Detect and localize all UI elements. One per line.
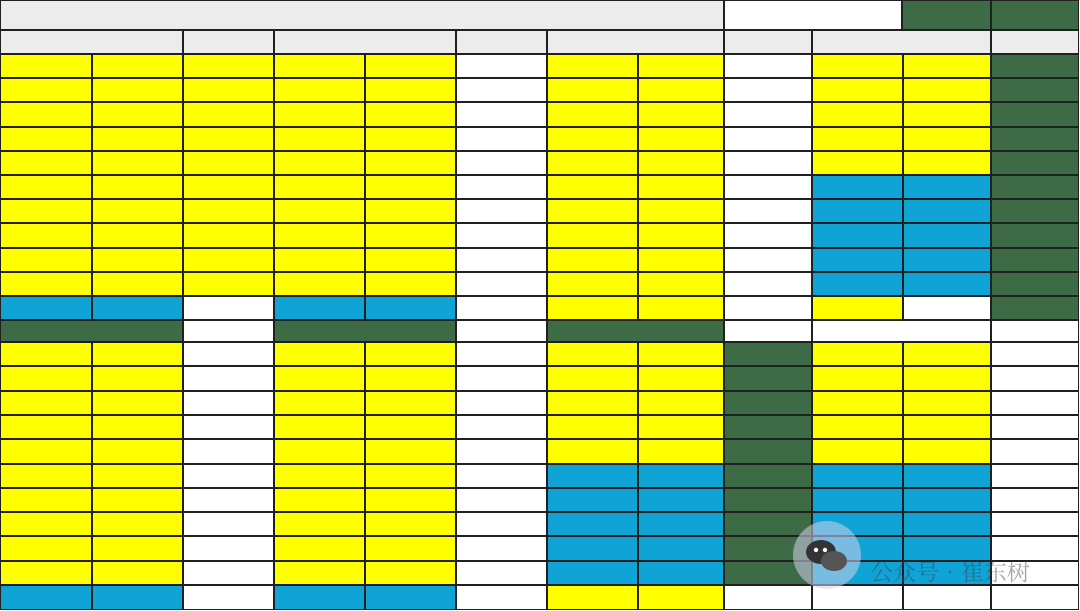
table-cell	[92, 78, 183, 102]
table-cell	[724, 391, 812, 415]
table-cell	[0, 151, 92, 175]
column-header	[456, 30, 547, 54]
table-cell	[724, 366, 812, 391]
summary-cell	[724, 296, 812, 320]
table-cell	[547, 272, 638, 296]
table-cell	[92, 127, 183, 151]
table-cell	[638, 488, 724, 512]
table-cell	[183, 391, 274, 415]
table-cell	[812, 561, 903, 585]
table-cell	[365, 488, 456, 512]
table-cell	[991, 488, 1079, 512]
table-cell	[0, 102, 92, 127]
table-cell	[991, 464, 1079, 488]
table-cell	[274, 464, 365, 488]
table-cell	[903, 199, 991, 223]
table-cell	[638, 78, 724, 102]
table-cell	[638, 175, 724, 199]
table-cell	[92, 561, 183, 585]
table-cell	[274, 366, 365, 391]
table-cell	[547, 151, 638, 175]
table-cell	[991, 272, 1079, 296]
table-cell	[812, 272, 903, 296]
table-cell	[183, 415, 274, 439]
table-cell	[365, 366, 456, 391]
table-cell	[547, 175, 638, 199]
table-cell	[0, 175, 92, 199]
table-cell	[0, 512, 92, 536]
table-cell	[274, 127, 365, 151]
table-cell	[547, 439, 638, 464]
table-cell	[183, 342, 274, 366]
table-cell	[812, 464, 903, 488]
table-cell	[724, 151, 812, 175]
table-cell	[903, 561, 991, 585]
table-cell	[365, 78, 456, 102]
table-cell	[365, 415, 456, 439]
table-cell	[991, 54, 1079, 78]
table-cell	[991, 175, 1079, 199]
table-cell	[638, 464, 724, 488]
table-cell	[991, 151, 1079, 175]
summary-cell	[92, 585, 183, 610]
summary-cell	[638, 296, 724, 320]
table-cell	[365, 127, 456, 151]
table-cell	[183, 151, 274, 175]
table-cell	[365, 536, 456, 561]
table-cell	[724, 78, 812, 102]
table-cell	[903, 78, 991, 102]
table-cell	[638, 342, 724, 366]
table-cell	[274, 561, 365, 585]
table-cell	[456, 366, 547, 391]
table-cell	[274, 151, 365, 175]
table-cell	[365, 248, 456, 272]
summary-cell	[991, 585, 1079, 610]
table-cell	[274, 488, 365, 512]
table-cell	[274, 415, 365, 439]
column-header	[274, 30, 456, 54]
table-cell	[547, 78, 638, 102]
table-cell	[0, 561, 92, 585]
table-cell	[812, 536, 903, 561]
summary-cell	[183, 585, 274, 610]
table-cell	[92, 102, 183, 127]
table-cell	[724, 342, 812, 366]
column-header	[183, 320, 274, 342]
table-cell	[547, 102, 638, 127]
table-cell	[456, 248, 547, 272]
summary-cell	[456, 296, 547, 320]
table-cell	[183, 366, 274, 391]
column-header	[724, 320, 812, 342]
table-cell	[903, 248, 991, 272]
table-cell	[724, 272, 812, 296]
table-cell	[903, 512, 991, 536]
table-cell	[991, 366, 1079, 391]
table-cell	[547, 248, 638, 272]
table-cell	[274, 223, 365, 248]
table-cell	[456, 536, 547, 561]
table-cell	[0, 464, 92, 488]
table-cell	[638, 366, 724, 391]
summary-cell	[456, 585, 547, 610]
table-cell	[724, 415, 812, 439]
table-cell	[991, 536, 1079, 561]
table-cell	[903, 175, 991, 199]
table-cell	[903, 151, 991, 175]
table-cell	[638, 415, 724, 439]
table-cell	[274, 512, 365, 536]
table-cell	[991, 391, 1079, 415]
table-cell	[456, 199, 547, 223]
table-cell	[365, 439, 456, 464]
table-cell	[183, 78, 274, 102]
table-cell	[274, 536, 365, 561]
table-cell	[92, 488, 183, 512]
table-cell	[812, 366, 903, 391]
watermark-text: 公众号 · 崔东树	[870, 560, 1030, 586]
table-cell	[0, 199, 92, 223]
summary-cell	[812, 296, 903, 320]
table-cell	[365, 272, 456, 296]
table-cell	[991, 223, 1079, 248]
table-cell	[183, 488, 274, 512]
table-cell	[638, 561, 724, 585]
table-cell	[0, 54, 92, 78]
table-cell	[365, 151, 456, 175]
table-cell	[0, 272, 92, 296]
table-cell	[92, 272, 183, 296]
table-cell	[724, 127, 812, 151]
column-header	[547, 320, 724, 342]
page-title	[0, 0, 724, 30]
summary-cell	[0, 296, 92, 320]
table-cell	[991, 439, 1079, 464]
table-cell	[903, 415, 991, 439]
table-cell	[812, 102, 903, 127]
column-header	[547, 30, 724, 54]
table-cell	[456, 223, 547, 248]
summary-cell	[274, 296, 365, 320]
table-cell	[456, 561, 547, 585]
table-cell	[812, 439, 903, 464]
table-cell	[903, 127, 991, 151]
table-cell	[812, 223, 903, 248]
table-cell	[365, 561, 456, 585]
table-cell	[0, 127, 92, 151]
table-cell	[0, 78, 92, 102]
table-cell	[547, 536, 638, 561]
table-cell	[903, 272, 991, 296]
summary-cell	[0, 585, 92, 610]
table-cell	[183, 439, 274, 464]
table-cell	[903, 54, 991, 78]
table-cell	[547, 199, 638, 223]
table-cell	[812, 342, 903, 366]
table-cell	[724, 54, 812, 78]
table-cell	[92, 151, 183, 175]
table-cell	[638, 54, 724, 78]
table-cell	[638, 151, 724, 175]
summary-cell	[812, 585, 903, 610]
table-cell	[903, 223, 991, 248]
column-header	[812, 320, 991, 342]
blank-cell	[724, 0, 902, 30]
table-cell	[274, 391, 365, 415]
column-header	[456, 320, 547, 342]
table-cell	[547, 561, 638, 585]
table-cell	[456, 127, 547, 151]
table-cell	[183, 175, 274, 199]
table-cell	[638, 102, 724, 127]
table-cell	[274, 342, 365, 366]
table-cell	[991, 127, 1079, 151]
table-cell	[903, 439, 991, 464]
table-cell	[0, 391, 92, 415]
table-cell	[92, 199, 183, 223]
summary-cell	[92, 296, 183, 320]
table-cell	[547, 342, 638, 366]
table-cell	[92, 415, 183, 439]
table-cell	[547, 464, 638, 488]
table-cell	[812, 54, 903, 78]
summary-cell	[365, 296, 456, 320]
table-cell	[274, 54, 365, 78]
table-cell	[92, 536, 183, 561]
table-cell	[903, 366, 991, 391]
table-cell	[456, 439, 547, 464]
table-cell	[365, 54, 456, 78]
table-cell	[0, 223, 92, 248]
table-cell	[724, 102, 812, 127]
column-header	[991, 30, 1079, 54]
table-cell	[183, 199, 274, 223]
table-cell	[456, 512, 547, 536]
table-cell	[547, 127, 638, 151]
table-cell	[0, 342, 92, 366]
table-cell	[724, 175, 812, 199]
table-cell	[365, 199, 456, 223]
table-cell	[991, 102, 1079, 127]
summary-cell	[547, 296, 638, 320]
table-cell	[638, 439, 724, 464]
table-cell	[183, 54, 274, 78]
table-cell	[547, 223, 638, 248]
table-cell	[0, 536, 92, 561]
table-cell	[365, 175, 456, 199]
column-header	[183, 30, 274, 54]
table-cell	[274, 102, 365, 127]
table-cell	[365, 342, 456, 366]
table-cell	[365, 512, 456, 536]
table-cell	[92, 54, 183, 78]
summary-cell	[547, 585, 638, 610]
table-cell	[812, 488, 903, 512]
table-cell	[903, 488, 991, 512]
table-cell	[638, 248, 724, 272]
table-cell	[812, 248, 903, 272]
table-cell	[903, 464, 991, 488]
column-header	[724, 30, 812, 54]
summary-cell	[903, 585, 991, 610]
table-cell	[183, 561, 274, 585]
table-cell	[0, 248, 92, 272]
table-cell	[812, 415, 903, 439]
table-cell	[812, 512, 903, 536]
table-cell	[812, 199, 903, 223]
table-cell	[183, 512, 274, 536]
table-cell	[638, 512, 724, 536]
table-cell	[92, 175, 183, 199]
table-cell	[638, 272, 724, 296]
table-cell	[183, 248, 274, 272]
table-cell	[991, 512, 1079, 536]
table-cell	[456, 175, 547, 199]
table-cell	[638, 536, 724, 561]
table-cell	[903, 342, 991, 366]
table-cell	[92, 223, 183, 248]
table-cell	[812, 78, 903, 102]
table-cell	[365, 391, 456, 415]
table-cell	[0, 488, 92, 512]
table-cell	[724, 488, 812, 512]
table-cell	[183, 272, 274, 296]
table-cell	[991, 415, 1079, 439]
table-cell	[812, 175, 903, 199]
table-cell	[547, 391, 638, 415]
table-cell	[991, 199, 1079, 223]
table-cell	[547, 488, 638, 512]
table-cell	[274, 439, 365, 464]
summary-cell	[903, 296, 991, 320]
column-header	[812, 30, 991, 54]
table-cell	[812, 127, 903, 151]
column-header	[0, 320, 183, 342]
summary-cell	[183, 296, 274, 320]
table-cell	[724, 223, 812, 248]
blank-cell	[991, 0, 1079, 30]
summary-cell	[365, 585, 456, 610]
table-cell	[456, 272, 547, 296]
table-cell	[183, 127, 274, 151]
table-cell	[456, 488, 547, 512]
table-cell	[456, 415, 547, 439]
table-cell	[92, 391, 183, 415]
table-cell	[456, 102, 547, 127]
table-cell	[638, 223, 724, 248]
blank-cell	[902, 0, 991, 30]
table-cell	[903, 536, 991, 561]
table-cell	[547, 415, 638, 439]
table-cell	[92, 342, 183, 366]
table-cell	[724, 199, 812, 223]
table-cell	[456, 54, 547, 78]
table-cell	[456, 78, 547, 102]
table-cell	[724, 439, 812, 464]
summary-cell	[274, 585, 365, 610]
column-header	[991, 320, 1079, 342]
table-cell	[812, 151, 903, 175]
table-cell	[92, 464, 183, 488]
summary-cell	[638, 585, 724, 610]
table-cell	[274, 248, 365, 272]
table-cell	[638, 127, 724, 151]
table-cell	[903, 391, 991, 415]
table-cell	[92, 366, 183, 391]
table-cell	[274, 175, 365, 199]
table-cell	[991, 248, 1079, 272]
table-cell	[0, 439, 92, 464]
table-cell	[274, 199, 365, 223]
table-cell	[456, 151, 547, 175]
table-cell	[724, 536, 812, 561]
table-cell	[724, 561, 812, 585]
table-cell	[274, 272, 365, 296]
table-cell	[0, 415, 92, 439]
table-cell	[724, 248, 812, 272]
column-header	[0, 30, 183, 54]
table-cell	[903, 102, 991, 127]
summary-cell	[724, 585, 812, 610]
summary-cell	[991, 296, 1079, 320]
table-cell	[365, 223, 456, 248]
table-cell	[991, 342, 1079, 366]
table-cell	[365, 102, 456, 127]
table-cell	[638, 199, 724, 223]
table-cell	[456, 391, 547, 415]
table-cell	[812, 391, 903, 415]
table-cell	[724, 464, 812, 488]
table-cell	[183, 223, 274, 248]
table-cell	[456, 342, 547, 366]
table-cell	[183, 102, 274, 127]
table-cell	[365, 464, 456, 488]
table-cell	[92, 248, 183, 272]
table-cell	[183, 536, 274, 561]
table-cell	[547, 512, 638, 536]
table-cell	[724, 512, 812, 536]
table-cell	[0, 366, 92, 391]
table-cell	[274, 78, 365, 102]
table-cell	[547, 54, 638, 78]
table-cell	[456, 464, 547, 488]
table-cell	[547, 366, 638, 391]
table-cell	[991, 78, 1079, 102]
table-cell	[991, 561, 1079, 585]
table-cell	[92, 439, 183, 464]
table-cell	[92, 512, 183, 536]
table-cell	[183, 464, 274, 488]
table-cell	[638, 391, 724, 415]
column-header	[274, 320, 456, 342]
